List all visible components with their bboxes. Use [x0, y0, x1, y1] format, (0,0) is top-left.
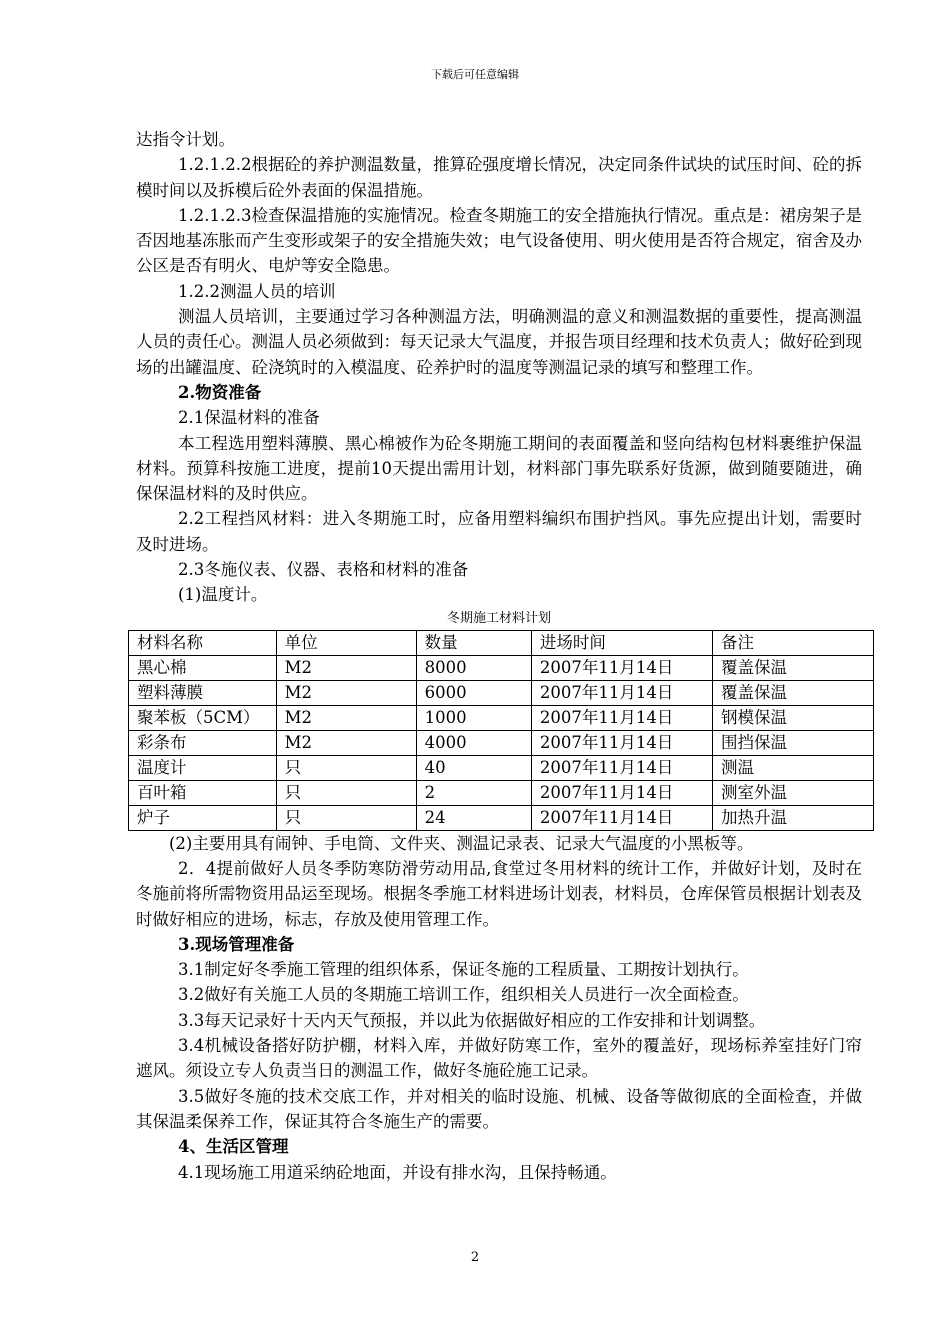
table-row [129, 780, 874, 805]
table-header-cell: 备注 [713, 630, 874, 655]
table-header-cell: 单位 [276, 630, 416, 655]
table-caption: 冬期施工材料计划 [446, 610, 551, 626]
table-cell: 测温 [713, 755, 874, 780]
document-body [136, 127, 862, 1185]
table-cell: 只 [276, 805, 416, 830]
table-cell: 2007年11月14日 [531, 655, 712, 680]
paragraph: 本工程选用塑料薄膜、黑心棉被作为砼冬期施工期间的表面覆盖和竖向结构包材料裹维护保温材料。预算科按施工进度，提前10天提出需用计划，材料部门事先联系好货源，做到随要随进，确保保温材料的及时供应。 [136, 433, 862, 504]
section-heading: 4、生活区管理 [178, 1137, 289, 1157]
paragraph: 3.4机械设备搭好防护棚，材料入库，并做好防寒工作，室外的覆盖好，现场标养室挂好门帘遮风。须设立专人负责当日的测温工作，做好冬施砼施工记录。 [136, 1036, 862, 1081]
table-header-row [129, 630, 874, 655]
table-cell: 覆盖保温 [713, 680, 874, 705]
table-cell: 覆盖保温 [713, 655, 874, 680]
paragraph: 3.3每天记录好十天内天气预报，并以此为依据做好相应的工作安排和计划调整。 [178, 1010, 766, 1030]
table-header-cell: 材料名称 [129, 630, 277, 655]
paragraph: (1)温度计。 [178, 585, 268, 605]
paragraph: 1.2.2测温人员的培训 [178, 281, 336, 301]
table-cell: M2 [276, 730, 416, 755]
paragraph: 测温人员培训，主要通过学习各种测温方法，明确测温的意义和测温数据的重要性，提高测温人员的责任心。测温人员必须做到：每天记录大气温度，并报告项目经理和技术负责人；做好砼到现场的出罐温度、砼浇筑时的入模温度、砼养护时的温度等测温记录的填写和整理工作。 [136, 307, 862, 377]
page-header: 下载后可任意编辑 [431, 68, 519, 81]
paragraph: 1.2.1.2.2根据砼的养护测温数量，推算砼强度增长情况，决定同条件试块的试压时间、砼的拆模时间以及拆模后砼外表面的保温措施。 [136, 155, 862, 200]
paragraph: 3.2做好有关施工人员的冬期施工培训工作，组织相关人员进行一次全面检查。 [178, 985, 749, 1005]
table-row [129, 705, 874, 730]
table-cell: 加热升温 [713, 805, 874, 830]
table-cell: M2 [276, 680, 416, 705]
table-header-cell: 进场时间 [531, 630, 712, 655]
table-cell: 只 [276, 780, 416, 805]
materials-table [128, 630, 874, 831]
table-row [129, 730, 874, 755]
table-cell: 2 [416, 780, 531, 805]
table-row [129, 680, 874, 705]
paragraph: 达指令计划。 [136, 130, 235, 149]
paragraph: 4.1现场施工用道采纳砼地面，并设有排水沟，且保持畅通。 [178, 1162, 617, 1182]
table-cell: 温度计 [129, 755, 277, 780]
table-cell: 黑心棉 [129, 655, 277, 680]
table-cell: 炉子 [129, 805, 277, 830]
section-heading: 2.物资准备 [178, 382, 262, 402]
table-cell: M2 [276, 705, 416, 730]
paragraph: 3.5做好冬施的技术交底工作，并对相关的临时设施、机械、设备等做彻底的全面检查，并做其保温柔保养工作，保证其符合冬施生产的需要。 [136, 1086, 862, 1131]
table-cell: 4000 [416, 730, 531, 755]
paragraph: 1.2.1.2.3检查保温措施的实施情况。检查冬期施工的安全措施执行情况。重点是：裙房架子是否因地基冻胀而产生变形或架子的安全措施失效；电气设备使用、明火使用是否符合规定，宿舍及办公区是否有明火、电炉等安全隐患。 [136, 205, 862, 276]
table-cell: 钢模保温 [713, 705, 874, 730]
table-cell: 围挡保温 [713, 730, 874, 755]
table-cell: 彩条布 [129, 730, 277, 755]
paragraph: 2．4提前做好人员冬季防寒防滑劳动用品,食堂过冬用材料的统计工作，并做好计划，及时在冬施前将所需物资用品运至现场。根据冬季施工材料进场计划表，材料员，仓库保管员根据计划表及时做好相应的进场，标志，存放及使用管理工作。 [136, 858, 862, 929]
table-cell: 2007年11月14日 [531, 730, 712, 755]
table-cell: 塑料薄膜 [129, 680, 277, 705]
table-row [129, 755, 874, 780]
table-cell: 测室外温 [713, 780, 874, 805]
paragraph: 2.2工程挡风材料：进入冬期施工时，应备用塑料编织布围护挡风。事先应提出计划，需要时及时进场。 [136, 509, 862, 554]
paragraph: 2.1保温材料的准备 [178, 408, 320, 428]
paragraph: 2.3冬施仪表、仪器、表格和材料的准备 [178, 560, 469, 580]
table-cell: 40 [416, 755, 531, 780]
table-cell: 2007年11月14日 [531, 805, 712, 830]
table-row [129, 655, 874, 680]
table-cell: 6000 [416, 680, 531, 705]
table-cell: 2007年11月14日 [531, 705, 712, 730]
table-cell: 聚苯板（5CM） [129, 705, 277, 730]
table-cell: 8000 [416, 655, 531, 680]
paragraph: (2)主要用具有闹钟、手电筒、文件夹、测温记录表、记录大气温度的小黑板等。 [169, 833, 754, 853]
page-number: 2 [470, 1250, 480, 1265]
table-header-cell: 数量 [416, 630, 531, 655]
table-cell: 1000 [416, 705, 531, 730]
table-cell: M2 [276, 655, 416, 680]
paragraphs-before [136, 127, 862, 608]
table-cell: 2007年11月14日 [531, 780, 712, 805]
paragraphs-after [136, 831, 862, 1185]
paragraph: 3.1制定好冬季施工管理的组织体系，保证冬施的工程质量、工期按计划执行。 [178, 960, 749, 980]
table-cell: 百叶箱 [129, 780, 277, 805]
table-row [129, 805, 874, 830]
table-cell: 2007年11月14日 [531, 680, 712, 705]
table-cell: 24 [416, 805, 531, 830]
table-cell: 2007年11月14日 [531, 755, 712, 780]
table-cell: 只 [276, 755, 416, 780]
section-heading: 3.现场管理准备 [178, 934, 295, 954]
